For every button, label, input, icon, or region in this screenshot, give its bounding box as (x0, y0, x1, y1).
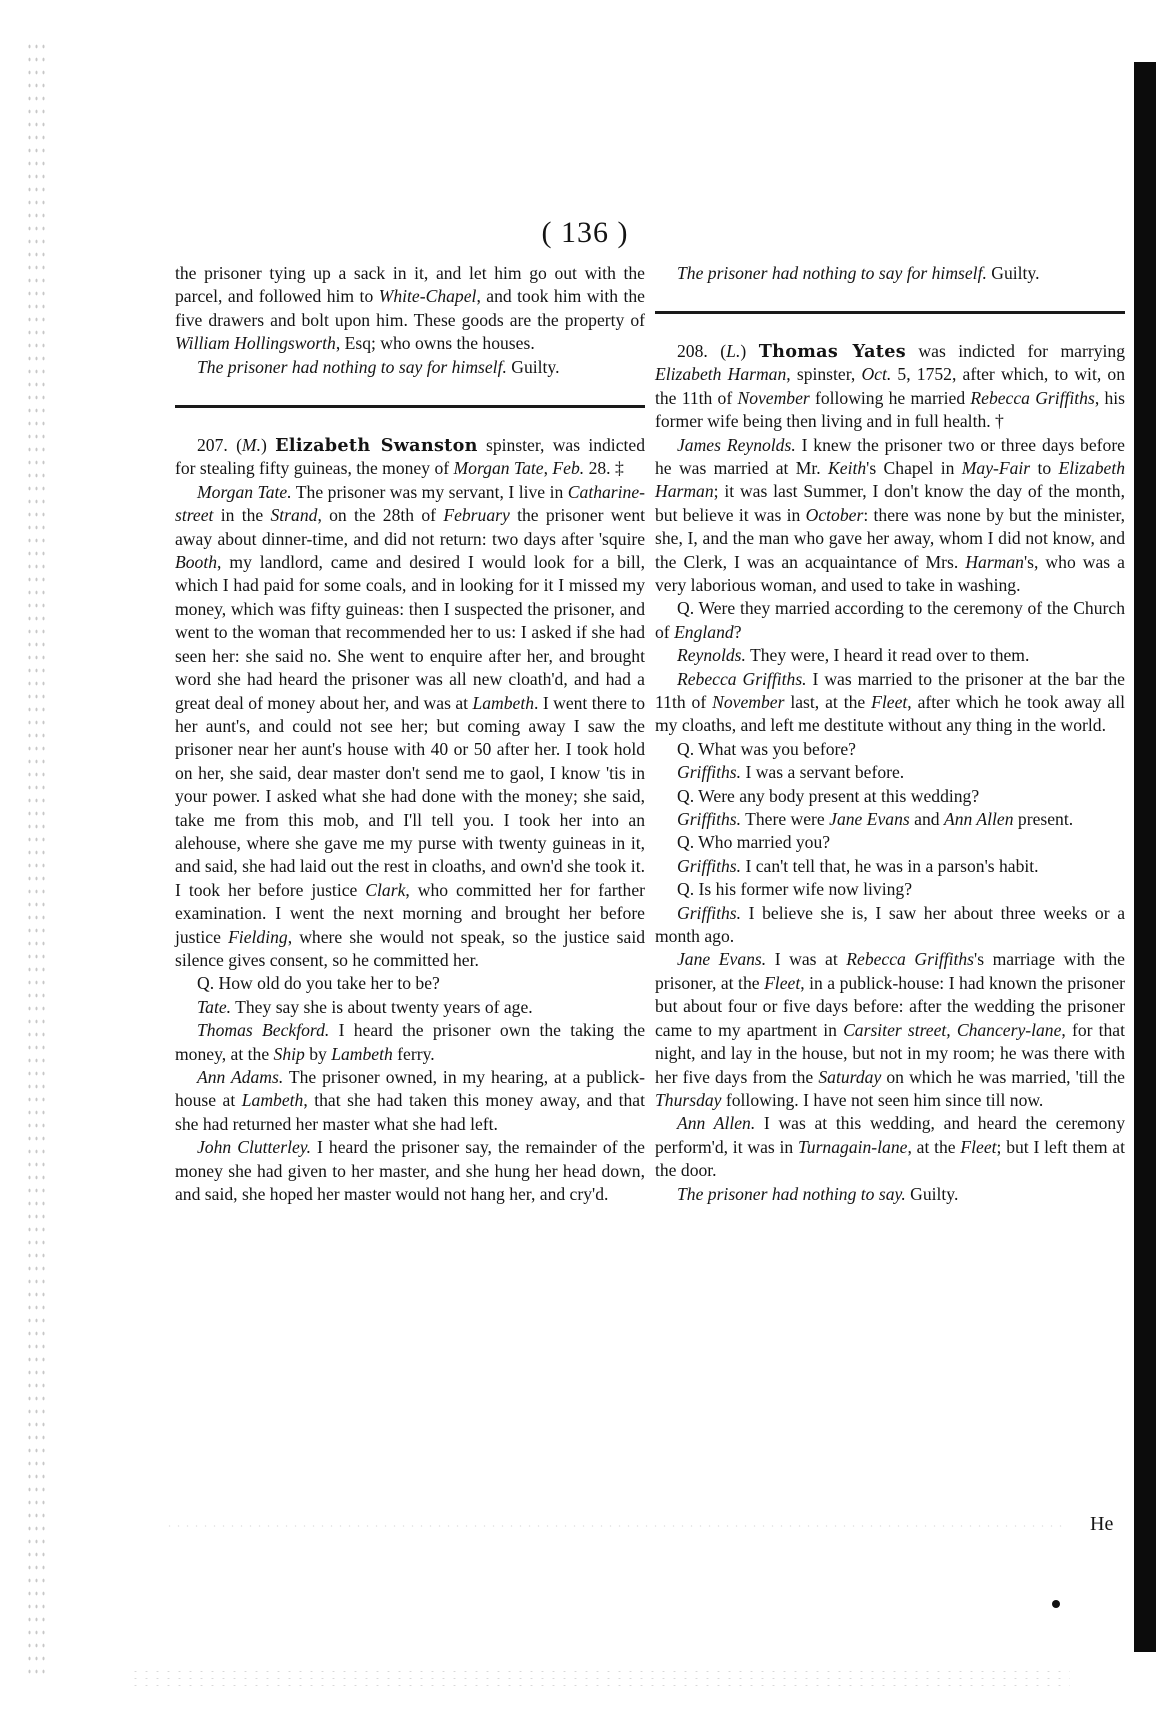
testimony-ann-adams: Ann Adams. The prisoner owned, in my hearing, at a publick-house at Lambeth, that she had taken this money away, and that she had returned her master what she had left. (175, 1067, 645, 1134)
case-206-verdict: The prisoner had nothing to say for himself. Guilty. (197, 356, 560, 377)
testimony-rebecca-griffiths: Rebecca Griffiths. I was married to the prisoner at the bar the 11th of November last, at the Fleet, after which he took away all my cloaths, and left me destitute without any thing in the world. (655, 668, 1125, 736)
right-column (655, 262, 1125, 1206)
left-column (175, 262, 645, 1206)
testimony-jane-evans: Jane Evans. I was at Rebecca Griffiths's marriage with the prisoner, at the Fleet, in a publick-house: I had known the prisoner but about four or five days before: after the wedding the prisoner came to my apartment in Carsiter street, Chancery-lane, for that night, and lay in the house, but not in my room; he was there with her five days from the Saturday on which he was married, 'till the Thursday following. I have not seen him since till now. (655, 949, 1126, 1110)
question-present: Q. Were any body present at this wedding? (677, 785, 980, 806)
answer-age: Tate. They say she is about twenty years of age. (197, 996, 533, 1017)
testimony-ann-allen: Ann Allen. I was at this wedding, and heard the ceremony perform'd, it was in Turnagain-lane, at the Fleet; but I left them at the door. (655, 1113, 1125, 1181)
answer-former-wife: Griffiths. I believe she is, I saw her about three weeks or a month ago. (655, 902, 1125, 947)
testimony-thomas-beckford: Thomas Beckford. I heard the prisoner own the taking the money, at the Ship by Lambeth ferry. (175, 1020, 646, 1064)
answer-before: Griffiths. I was a servant before. (677, 762, 905, 783)
answer-present: Griffiths. There were Jane Evans and Ann Allen present. (677, 809, 1074, 830)
question-who-married: Q. Who married you? (677, 832, 831, 853)
case-208-verdict: The prisoner had nothing to say. Guilty. (677, 1183, 959, 1204)
testimony-james-reynolds: James Reynolds. I knew the prisoner two or three days before he was married at Mr. Keith's Chapel in May-Fair to Elizabeth Harman; it was last Summer, I don't know the day of the month, but believe it was in October: there was none by but the minister, she, I, and the man who gave her away, whom I did not know, and the Clerk, I was an acquaintance of Mrs. Harman's, who was a very laborious woman, and used to take in washing. (655, 434, 1126, 595)
answer-who-married: Griffiths. I can't tell that, he was in a parson's habit. (677, 855, 1039, 876)
testimony-john-clutterley: John Clutterley. I heard the prisoner say, the remainder of the money she had given to her master, and she hung her head down, and said, she hoped her master would not hang her, and cry'd. (175, 1137, 645, 1205)
case-divider (175, 405, 645, 408)
case-207-verdict: The prisoner had nothing to say for himself. Guilty. (677, 263, 1040, 283)
case-207-heading: 207. (M.) Elizabeth Swanston spinster, was indicted for stealing fifty guineas, the money of Morgan Tate, Feb. 28. ‡ (175, 435, 645, 479)
case-206-continuation: the prisoner tying up a sack in it, and let him go out with the parcel, and followed him to White-Chapel, and took him with the five drawers and bolt upon him. These goods are the property of William Hollingsworth, Esq; who owns the houses. (175, 263, 645, 354)
testimony-morgan-tate: Morgan Tate. The prisoner was my servant, I live in Catharine-street in the Strand, on the 28th of February the prisoner went away about dinner-time, and did not return: two days after 'squire Booth, my landlord, came and desired I would look for a bill, which I had paid for some coals, and in looking for it I missed my money, which was fifty guineas: then I suspected the prisoner, and went to the woman that recommended her to us: I asked if she had seen her: she said no. She went to enquire after her, and brought word she had heard the prisoner was all new cloath'd, and had a great deal of money about her, and was at Lambeth. I went there to her aunt's, and could not see her; but coming away I saw the prisoner near her aunt's house with 40 or 50 after her. I took hold on her, she said, dear master don't send me to gaol, I know 'tis in your power. I asked what she had done with the money; she said, take me from this mob, and I'll tell you. I took her into an alehouse, where she gave me my purse with twenty guineas in it, and said, she had laid out the rest in cloaths, and own'd she took it. I took her before justice Clark, who committed her for farther examination. I went the next morning and brought her before justice Fielding, where she would not speak, so the justice said silence gives consent, so he committed her. (175, 481, 646, 970)
question-ceremony: Q. Were they married according to the ceremony of the Church of England? (655, 598, 1125, 642)
question-former-wife: Q. Is his former wife now living? (677, 879, 913, 900)
question-before: Q. What was you before? (677, 738, 856, 759)
case-divider (655, 311, 1125, 314)
scan-speckle-left (26, 40, 46, 1680)
scan-dots (165, 1524, 1065, 1528)
page-number: ( 136 ) (541, 216, 629, 249)
answer-ceremony: Reynolds. They were, I heard it read over to them. (677, 645, 1030, 666)
case-208-heading: 208. (L.) Thomas Yates was indicted for marrying Elizabeth Harman, spinster, Oct. 5, 1752, after which, to wit, on the 11th of November following he married Rebecca Griffiths, his former wife being then living and in full health. † (655, 340, 1125, 432)
scan-speckle-bottom (130, 1668, 1070, 1690)
page-edge-shadow (1134, 62, 1156, 1652)
ink-dot (1052, 1600, 1060, 1608)
question-age: Q. How old do you take her to be? (197, 973, 440, 994)
catchword: He (1090, 1513, 1114, 1535)
